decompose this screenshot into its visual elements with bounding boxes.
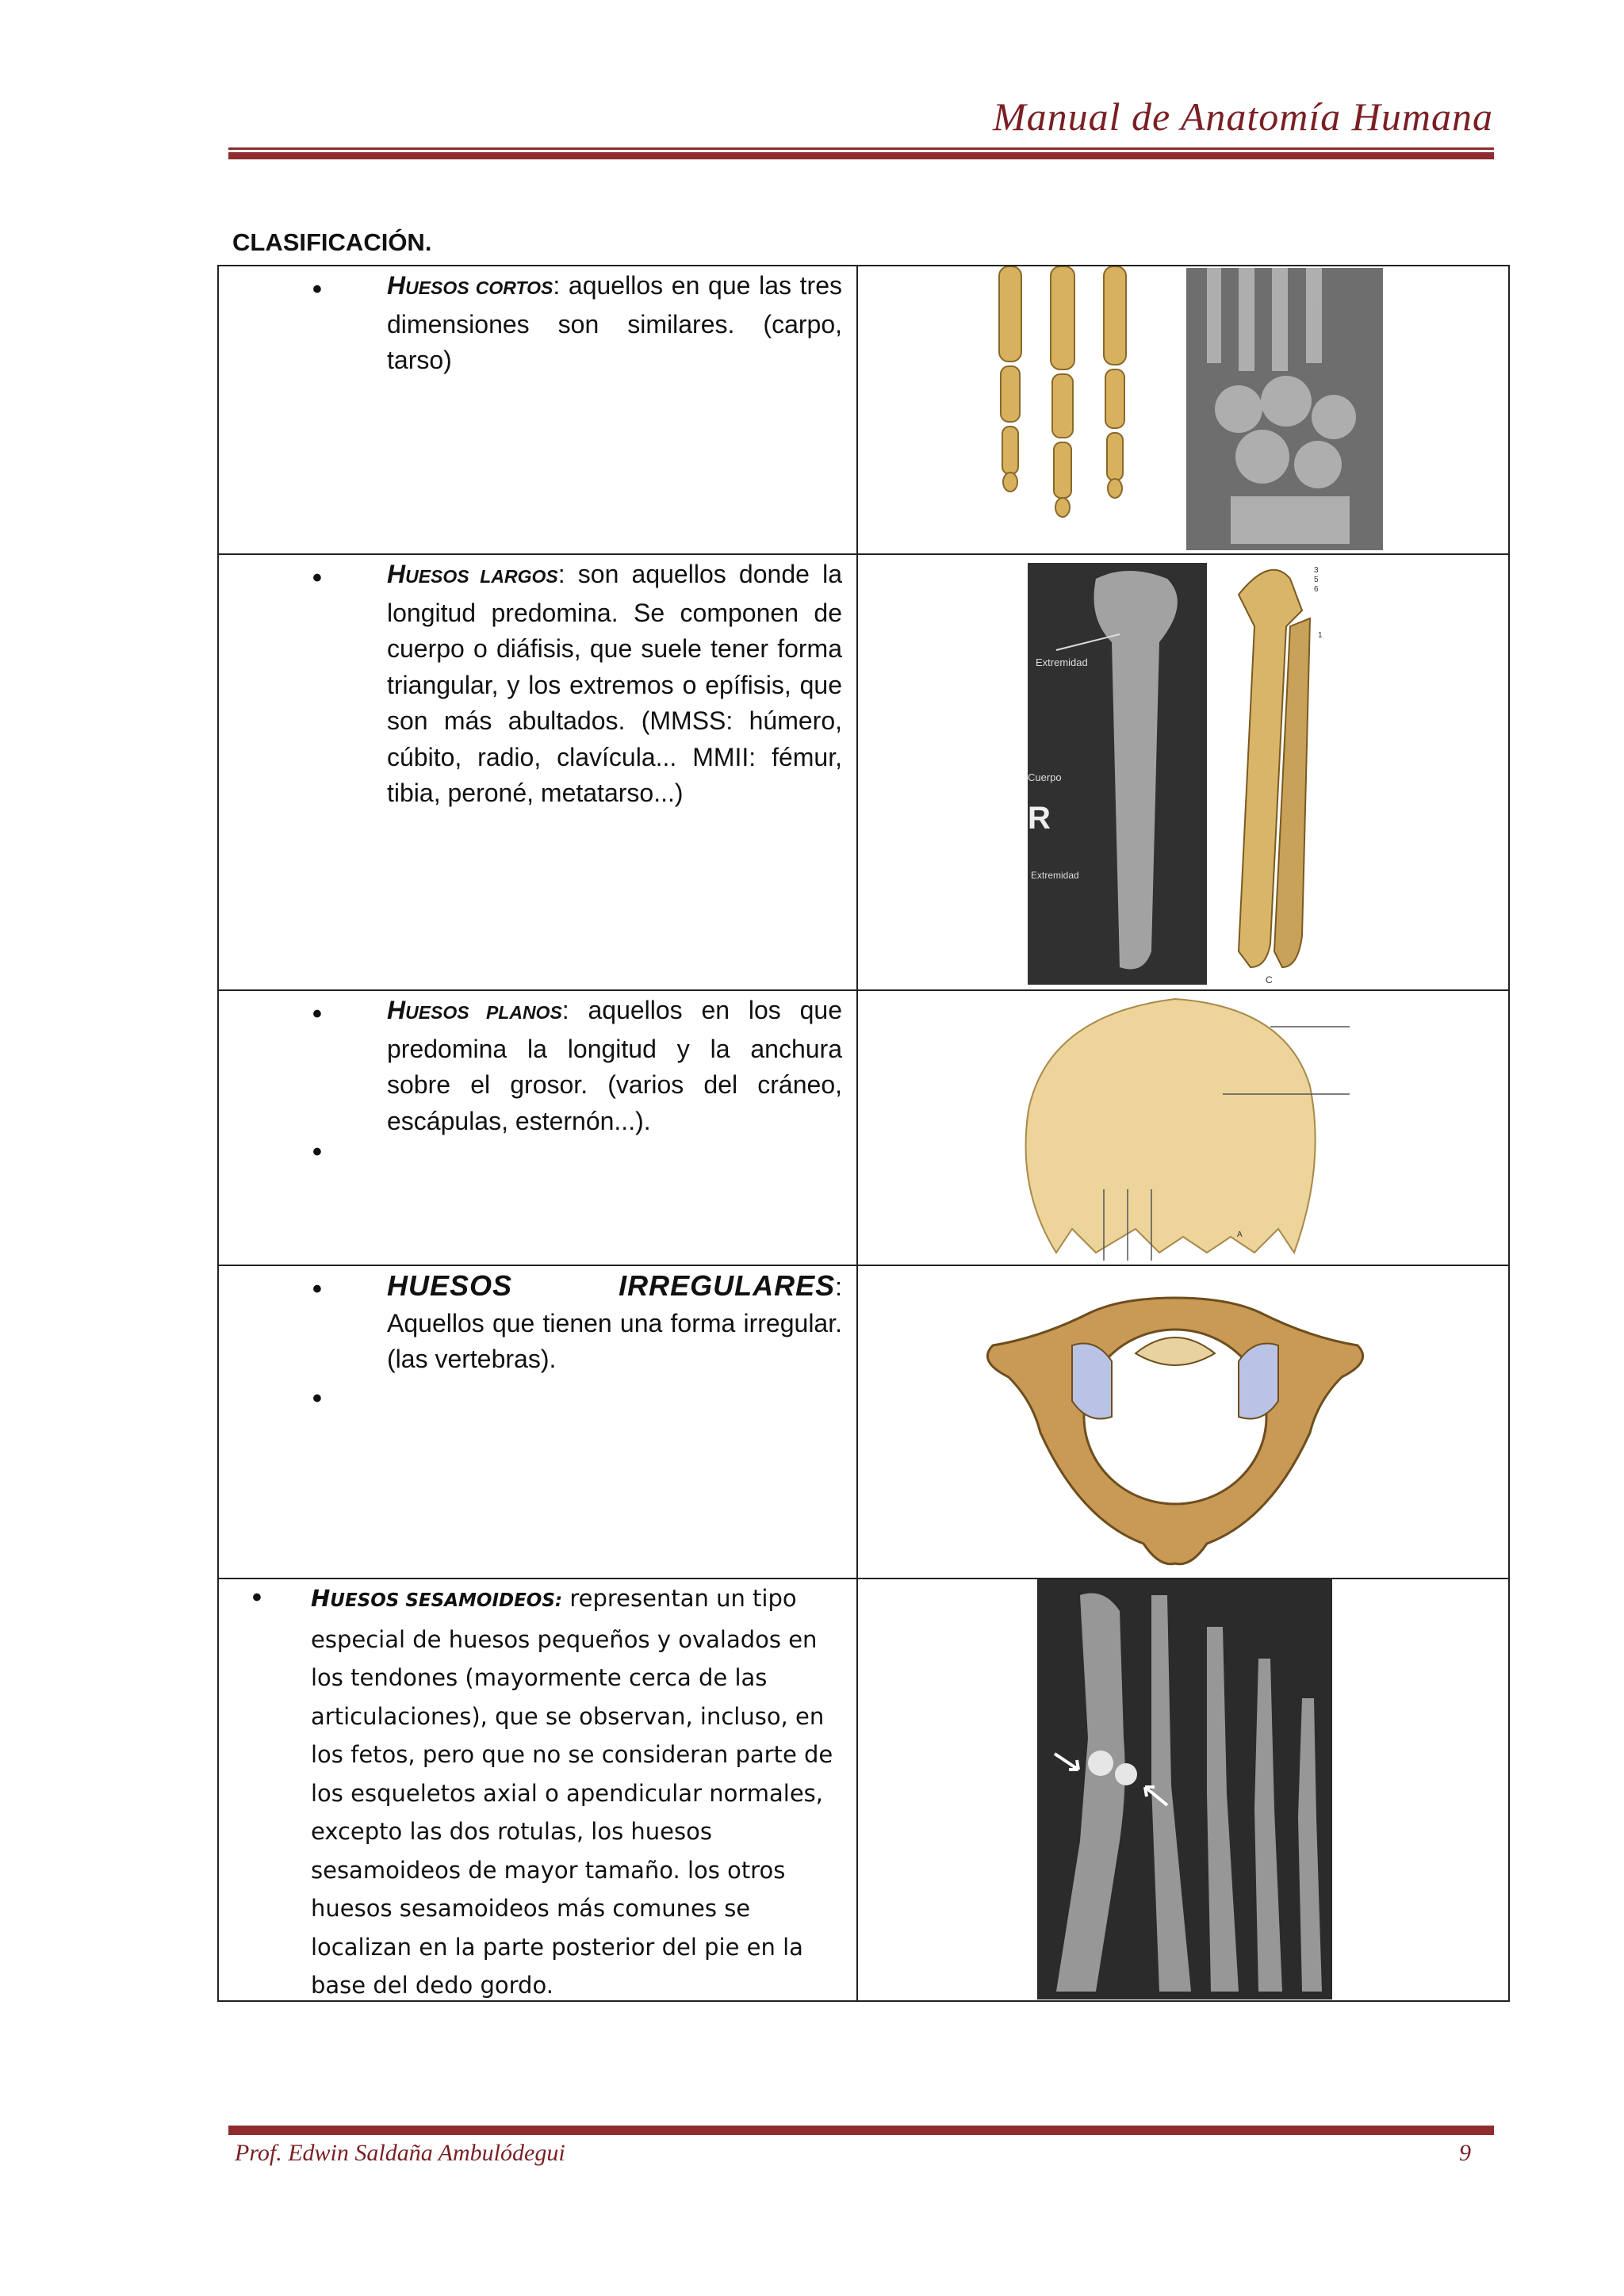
- label-r: R: [1028, 801, 1051, 836]
- row-text: : aquellos en los que predomina la longitud y la anchura sobre el grosor. (varios del cráneo, escápulas, esternón...).: [387, 996, 842, 1135]
- finger-bones-illustration: [858, 266, 1508, 554]
- label-extremidad: Extremidad: [1036, 656, 1088, 668]
- skull-bone-illustration: [858, 991, 1508, 1265]
- image-cell: [857, 990, 1509, 1265]
- label-3: 3: [1314, 566, 1319, 575]
- table-row: [218, 266, 1509, 554]
- label-a: A: [1237, 1230, 1243, 1239]
- row-paragraph: [387, 993, 842, 1139]
- label-6: 6: [1314, 585, 1319, 594]
- page-number: 9: [1459, 2140, 1471, 2166]
- row-paragraph: [387, 557, 842, 812]
- image-cell: [857, 554, 1509, 990]
- label-c: C: [1266, 974, 1273, 985]
- row-paragraph: [311, 1579, 842, 2005]
- table-row: [218, 1265, 1509, 1578]
- classification-table: [217, 265, 1510, 2002]
- row-text: : son aquellos donde la longitud predomina. Se componen de cuerpo o diáfisis, que suele tener forma triangular, y los extremos o epífisis, que son más abultados. (MMSS: húmero, cúbito, radio, clavícula... MMII: fémur, tibia, peroné, metatarso...): [387, 560, 842, 807]
- text-cell: [218, 554, 857, 990]
- text-cell: [218, 266, 857, 554]
- bullet: •: [312, 1274, 322, 1304]
- heading-rest: UESOS CORTOS: [405, 277, 553, 298]
- text-cell: [218, 990, 857, 1265]
- heading-initial: H: [387, 560, 406, 588]
- footer-author: Prof. Edwin Saldaña Ambulódegui: [235, 2140, 565, 2166]
- text-cell: [218, 1578, 857, 2001]
- heading-initial: H: [387, 996, 406, 1024]
- heading-initial: H: [387, 271, 406, 300]
- page-header-title: Manual de Anatomía Humana: [993, 94, 1493, 139]
- bullet: •: [312, 1137, 322, 1167]
- vertebra-illustration: [858, 1266, 1508, 1578]
- text-cell: [218, 1265, 857, 1578]
- row-paragraph: [387, 268, 842, 379]
- bullet: •: [252, 1582, 262, 1613]
- bullet: •: [312, 274, 322, 304]
- heading-initial: H: [311, 1585, 331, 1612]
- heading-rest: UESOS SESAMOIDEOS:: [330, 1590, 563, 1611]
- image-cell: [857, 1265, 1509, 1578]
- table-row: [218, 1578, 1509, 2001]
- heading-rest: UESOS LARGOS: [405, 566, 558, 587]
- heading: HUESOS IRREGULARES: [387, 1269, 836, 1302]
- long-bones-figure: [858, 555, 1508, 990]
- label-extremidad-2: Extremidad: [1031, 870, 1079, 881]
- row-paragraph: [387, 1268, 842, 1378]
- label-5: 5: [1314, 576, 1319, 584]
- foot-xray: [858, 1579, 1508, 2001]
- image-cell: [857, 266, 1509, 554]
- table-row: [218, 990, 1509, 1265]
- bullet: •: [312, 563, 322, 593]
- footer-rule: [228, 2123, 1494, 2135]
- section-title: CLASIFICACIÓN.: [232, 228, 432, 256]
- row-text: : aquellos en que las tres dimensiones son similares. (carpo, tarso): [387, 271, 842, 374]
- image-cell: [857, 1578, 1509, 2001]
- header-rule: [228, 147, 1494, 159]
- label-cuerpo: Cuerpo: [1028, 771, 1062, 783]
- heading-rest: UESOS PLANOS: [405, 1002, 562, 1023]
- table-row: [218, 554, 1509, 990]
- row-text: representan un tipo especial de huesos pequeños y ovalados en los tendones (mayormente cerca de las articulaciones), que se observan, incluso, en los fetos, pero que no se consideran parte de los esqueletos axial o apendicular normales, excepto las dos rotulas, los huesos sesamoideos de mayor tamaño. los otros huesos sesamoideos más comunes se localizan en la parte posterior del pie en la base del dedo gordo.: [311, 1585, 833, 1999]
- label-1: 1: [1318, 631, 1323, 640]
- bullet: •: [312, 1383, 322, 1414]
- row-text: : Aquellos que tienen una forma irregular. (las vertebras).: [387, 1272, 842, 1373]
- bullet: •: [312, 999, 322, 1029]
